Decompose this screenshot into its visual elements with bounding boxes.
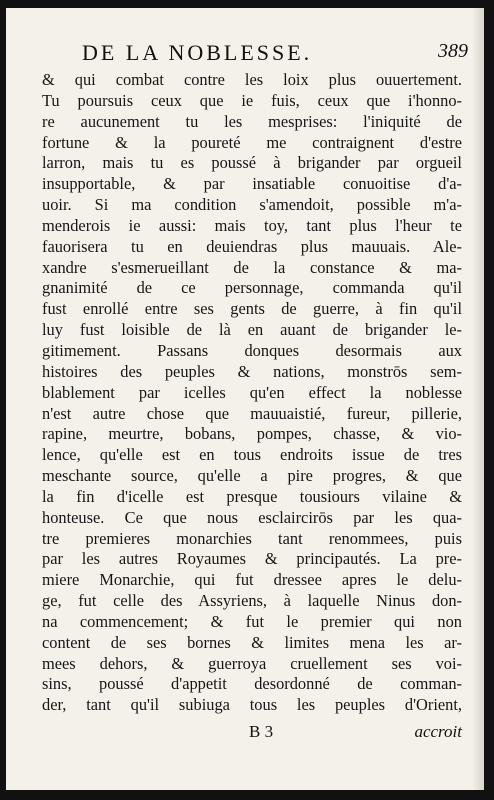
text-line: n'est autre chose que mauuaistié, fureur, pillerie, [42, 403, 462, 423]
text-line: insupportable, & par insatiable conuoitise d'a- [42, 174, 462, 194]
text-line: histoires des peuples & nations, monstrōs sem- [42, 361, 462, 381]
text-line: larron, mais tu es poussé à brigander par orgueil [42, 153, 462, 173]
text-line: na commencement; & fut le premier qui non [42, 611, 462, 631]
text-line: menderois ie aussi: mais toy, tant plus l'heur te [42, 215, 462, 235]
text-line: la fin d'icelle est presque tousiours vilaine & [42, 486, 462, 506]
page-footer [42, 722, 462, 746]
text-line: blablement par icelles qu'en effect la noblesse [42, 382, 462, 402]
text-line: rapine, meurtre, bobans, pompes, chasse, & vio- [42, 424, 462, 444]
text-line: tre premieres monarchies tant renommees, puis [42, 528, 462, 548]
text-line: par les autres Royaumes & principautés. La pre- [42, 549, 462, 569]
text-line: luy fust loisible de là en auant de brigander le- [42, 320, 462, 340]
text-line: & qui combat contre les loix plus ouuertement. [42, 70, 462, 89]
running-title: DE LA NOBLESSE. [82, 40, 313, 65]
text-line: content de ses bornes & limites mena les ar- [42, 632, 462, 652]
text-line: Tu poursuis ceux que ie fuis, ceux que i'honno- [42, 90, 462, 110]
text-line: der, tant qu'il subiuga tous les peuples d'Orient, [42, 695, 462, 715]
text-line: miere Monarchie, qui fut dressee apres le delu- [42, 570, 462, 590]
text-line: fortune & la poureté me contraignent d'estre [42, 132, 462, 152]
text-line: gnanimité de ce personnage, commanda qu'il [42, 278, 462, 298]
page-edge-shadow [472, 8, 484, 790]
text-line: gitimement. Passans donques desormais aux [42, 340, 462, 360]
signature-mark: B 3 [249, 722, 274, 741]
page-number: 389 [438, 40, 468, 62]
page-header [58, 40, 468, 70]
text-line: meschante source, qu'elle a pire progres, & que [42, 466, 462, 486]
text-line: fauorisera tu en deuiendras plus mauuais. Ale- [42, 236, 462, 256]
text-line: honteuse. Ce que nous esclaircirōs par les qua- [42, 507, 462, 527]
text-line: mees dehors, & guerroya cruellement ses voi- [42, 653, 462, 673]
text-line: ge, fut celle des Assyriens, à laquelle Ninus don- [42, 591, 462, 611]
text-line: uoir. Si ma condition s'amendoit, possible m'a- [42, 195, 462, 215]
body-text [42, 70, 462, 716]
text-line: sins, poussé d'appetit desordonné de comman- [42, 674, 462, 694]
text-line: fust enrollé entre ses gents de guerre, à fin qu'il [42, 299, 462, 319]
catchword: accroit [414, 722, 462, 741]
text-line: lence, qu'elle est en tous endroits issue de tres [42, 445, 462, 465]
text-line: re aucunement tu les mesprises: l'iniquité de [42, 111, 462, 131]
text-line: xandre s'esmerueillant de la constance & ma- [42, 257, 462, 277]
